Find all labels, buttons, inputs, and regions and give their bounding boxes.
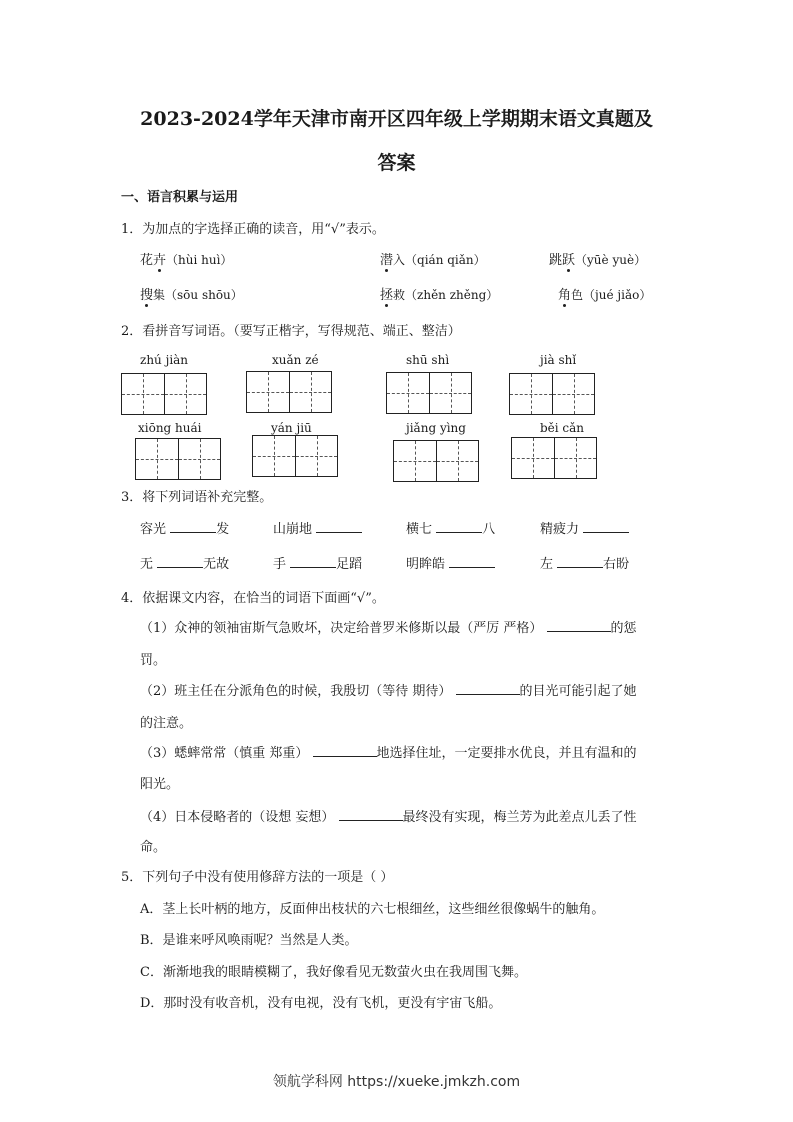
q1-item: 角色（jué jiǎo）: [558, 288, 652, 303]
blank-line[interactable]: [316, 520, 362, 533]
q5-option-c[interactable]: C．渐渐地我的眼睛模糊了，我好像看见无数萤火虫在我周围飞舞。: [140, 965, 527, 980]
pinyin-label: jiǎng yìng: [406, 421, 466, 435]
writing-grid[interactable]: [509, 373, 595, 415]
q1-item: 拯救（zhěn zhěng）: [380, 288, 499, 303]
blank-line[interactable]: [313, 744, 377, 757]
writing-grid[interactable]: [252, 435, 338, 477]
blank-line[interactable]: [436, 520, 482, 533]
fill-item: 精疲力: [540, 518, 629, 537]
fill-item: 左 右盼: [540, 557, 630, 572]
q4-stem: 4．依据课文内容，在恰当的词语下面画“√”。: [121, 591, 385, 606]
writing-grid[interactable]: [393, 440, 479, 482]
writing-grid[interactable]: [386, 372, 472, 414]
q5-option-b[interactable]: B．是谁来呼风唤雨呢？当然是人类。: [140, 933, 358, 948]
footer-watermark: 领航学科网 https://xueke.jmkzh.com: [272, 1074, 521, 1090]
fill-item: 明眸皓: [406, 553, 495, 572]
q2-stem: 2．看拼音写词语。（要写正楷字，写得规范、端正、整洁）: [121, 324, 461, 339]
blank-line[interactable]: [547, 619, 611, 632]
q5-stem: 5．下列句子中没有使用修辞方法的一项是（ ）: [121, 870, 394, 885]
blank-line[interactable]: [170, 520, 216, 533]
q4-sentence-cont: 阳光。: [140, 777, 180, 792]
pinyin-label: běi cǎn: [540, 421, 585, 435]
pinyin-label: shū shì: [406, 353, 450, 367]
writing-grid[interactable]: [135, 438, 221, 480]
fill-item: 容光 发: [140, 522, 230, 537]
section-heading: 一、语言积累与运用: [121, 190, 239, 205]
blank-line[interactable]: [449, 555, 495, 568]
q4-sentence: （3）蟋蟀常常（慎重 郑重） 地选择住址，一定要排水优良，并且有温和的: [140, 746, 637, 761]
q4-sentence: （2）班主任在分派角色的时候，我殷切（等待 期待） 的目光可能引起了她: [140, 684, 637, 699]
pinyin-label: yán jiū: [271, 421, 312, 435]
pinyin-label: jià shǐ: [540, 353, 577, 367]
q4-sentence-cont: 罚。: [140, 653, 167, 668]
blank-line[interactable]: [583, 520, 629, 533]
doc-title-line1: 2023-2024学年天津市南开区四年级上学期期末语文真题及: [140, 108, 653, 130]
fill-item: 手 足蹈: [273, 557, 363, 572]
q4-sentence-cont: 的注意。: [140, 716, 193, 731]
q1-item: 搜集（sōu shōu）: [140, 288, 243, 303]
blank-line[interactable]: [339, 808, 403, 821]
writing-grid[interactable]: [246, 371, 332, 413]
q4-sentence: （4）日本侵略者的（设想 妄想） 最终没有实现，梅兰芳为此差点儿丢了性: [140, 810, 637, 825]
writing-grid[interactable]: [121, 373, 207, 415]
q5-option-d[interactable]: D．那时没有收音机，没有电视，没有飞机，更没有宇宙飞船。: [140, 996, 502, 1011]
pinyin-label: xuǎn zé: [272, 353, 319, 367]
q5-option-a[interactable]: A．茎上长叶柄的地方，反面伸出枝状的六七根细丝，这些细丝很像蜗牛的触角。: [140, 902, 605, 917]
q1-item: 跳跃（yūè yuè）: [549, 253, 647, 268]
fill-item: 山崩地: [273, 518, 362, 537]
q4-sentence-cont: 命。: [140, 840, 167, 855]
fill-item: 无 无故: [140, 557, 230, 572]
fill-item: 横七 八: [406, 522, 496, 537]
writing-grid[interactable]: [511, 437, 597, 479]
q4-sentence: （1）众神的领袖宙斯气急败坏，决定给普罗米修斯以最（严厉 严格） 的惩: [140, 621, 637, 636]
blank-line[interactable]: [557, 555, 603, 568]
q1-item: 潜入（qián qiǎn）: [380, 253, 486, 268]
doc-title-line2: 答案: [377, 152, 416, 174]
blank-line[interactable]: [290, 555, 336, 568]
blank-line[interactable]: [456, 682, 520, 695]
pinyin-label: zhú jiàn: [140, 353, 189, 367]
q3-stem: 3．将下列词语补充完整。: [121, 490, 273, 505]
q1-stem: 1．为加点的字选择正确的读音，用“√”表示。: [121, 222, 385, 237]
q1-item: 花卉（hùi huì）: [140, 253, 233, 268]
pinyin-label: xiōng huái: [138, 421, 202, 435]
blank-line[interactable]: [157, 555, 203, 568]
